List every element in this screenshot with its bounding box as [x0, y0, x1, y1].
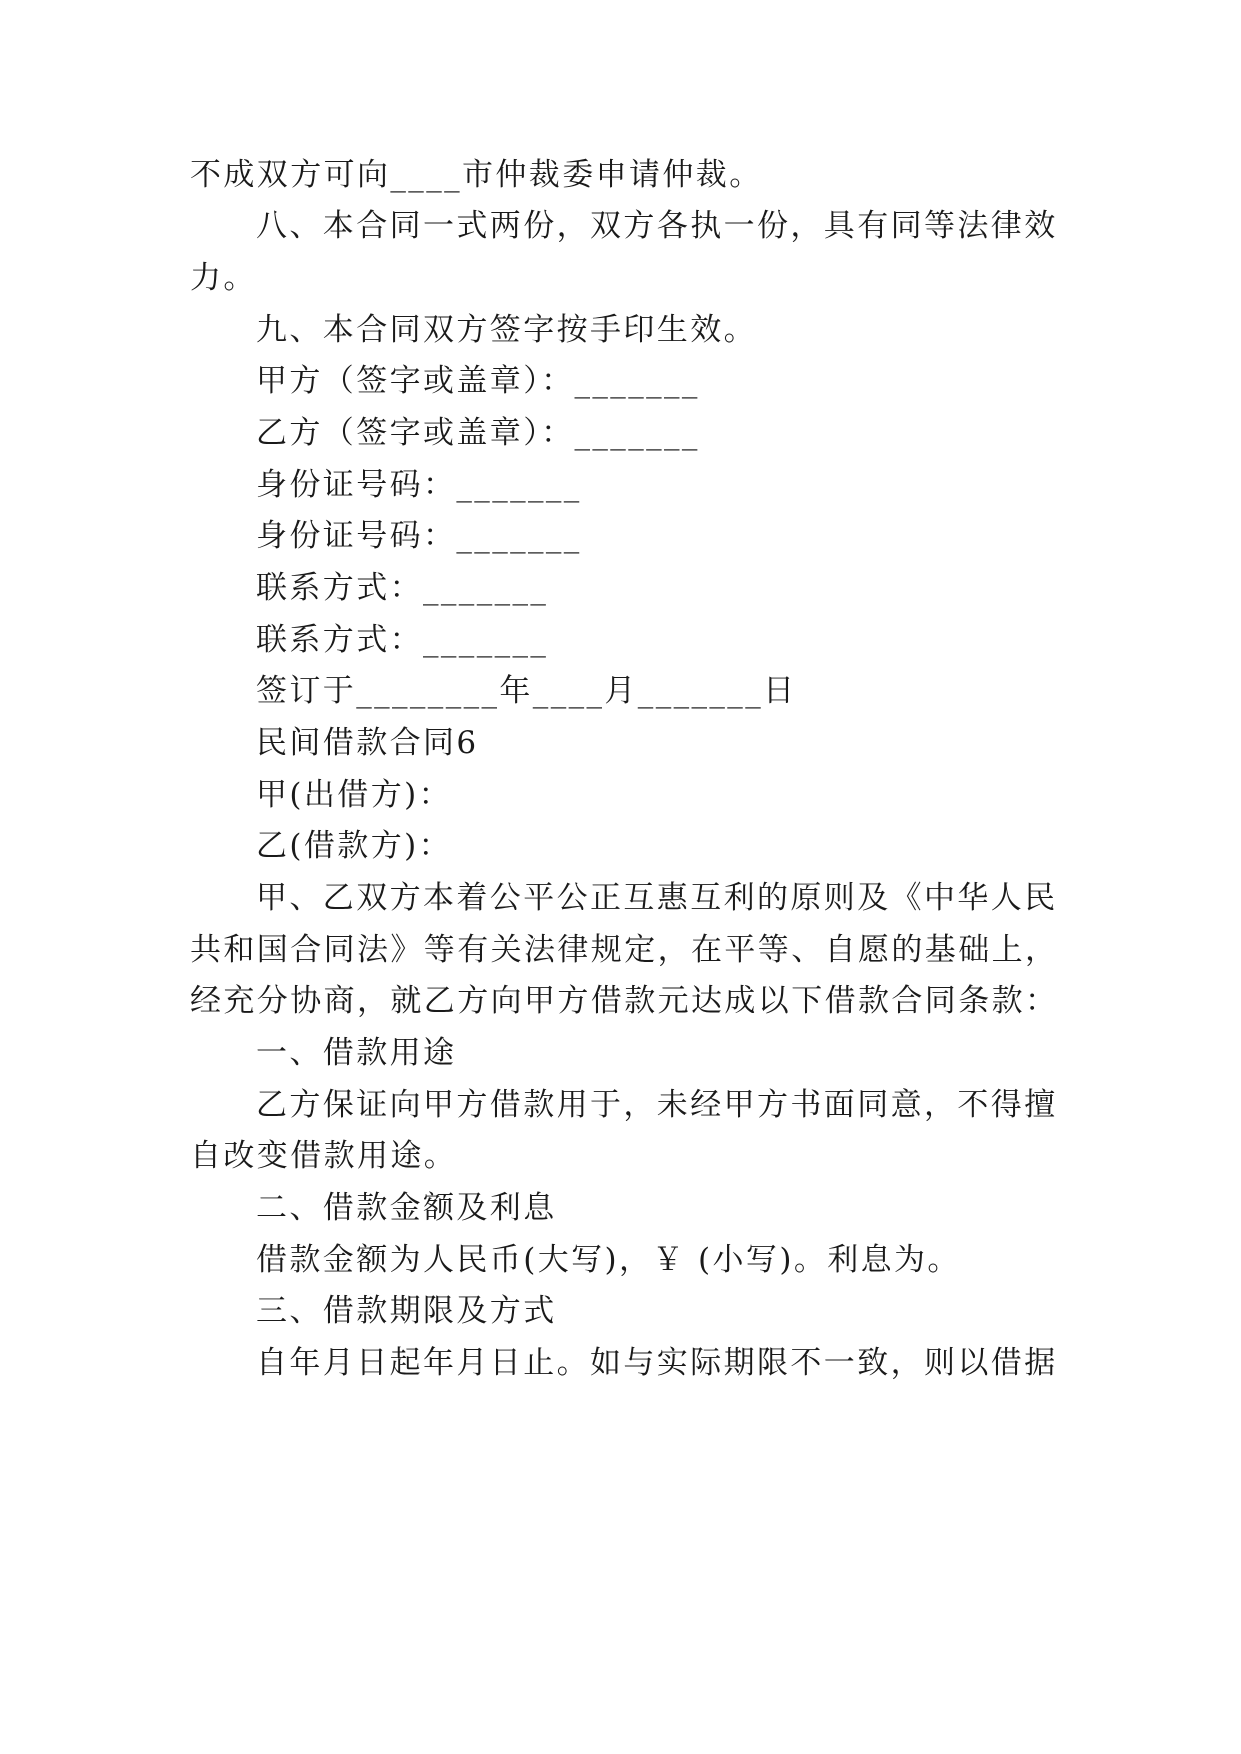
text-line: 八、本合同一式两份，双方各执一份，具有同等法律效 — [256, 208, 1058, 244]
text-line: 自年月日起年月日止。如与实际期限不一致，则以借据 — [256, 1345, 1058, 1381]
text-line: 乙(借款方)： — [256, 828, 452, 864]
signature-line: 甲方（签字或盖章）：_______ — [256, 363, 700, 399]
text-line: 不成双方可向____市仲裁委申请仲裁。 — [190, 157, 763, 193]
signature-line: 乙方（签字或盖章）：_______ — [256, 415, 700, 451]
contact-line: 联系方式：_______ — [256, 622, 549, 658]
clause-heading: 一、借款用途 — [256, 1035, 457, 1071]
text-line: 自改变借款用途。 — [190, 1138, 458, 1174]
section-title: 民间借款合同6 — [256, 725, 479, 761]
id-number-line: 身份证号码：_______ — [256, 518, 582, 554]
text-line: 九、本合同双方签字按手印生效。 — [256, 312, 757, 348]
text-line: 借款金额为人民币(大写)，￥ (小写)。利息为。 — [256, 1242, 961, 1278]
text-line: 甲(出借方)： — [256, 777, 452, 813]
text-line: 经充分协商，就乙方向甲方借款元达成以下借款合同条款： — [190, 983, 1059, 1019]
text-line: 乙方保证向甲方借款用于，未经甲方书面同意，不得擅 — [256, 1087, 1058, 1123]
clause-heading: 二、借款金额及利息 — [256, 1190, 557, 1226]
text-line: 甲、乙双方本着公平公正互惠互利的原则及《中华人民 — [256, 880, 1058, 916]
contact-line: 联系方式：_______ — [256, 570, 549, 606]
clause-heading: 三、借款期限及方式 — [256, 1293, 557, 1329]
text-line: 共和国合同法》等有关法律规定，在平等、自愿的基础上， — [190, 932, 1059, 968]
id-number-line: 身份证号码：_______ — [256, 467, 582, 503]
text-line: 力。 — [190, 260, 257, 296]
signing-date-line: 签订于________年____月_______日 — [256, 673, 797, 709]
